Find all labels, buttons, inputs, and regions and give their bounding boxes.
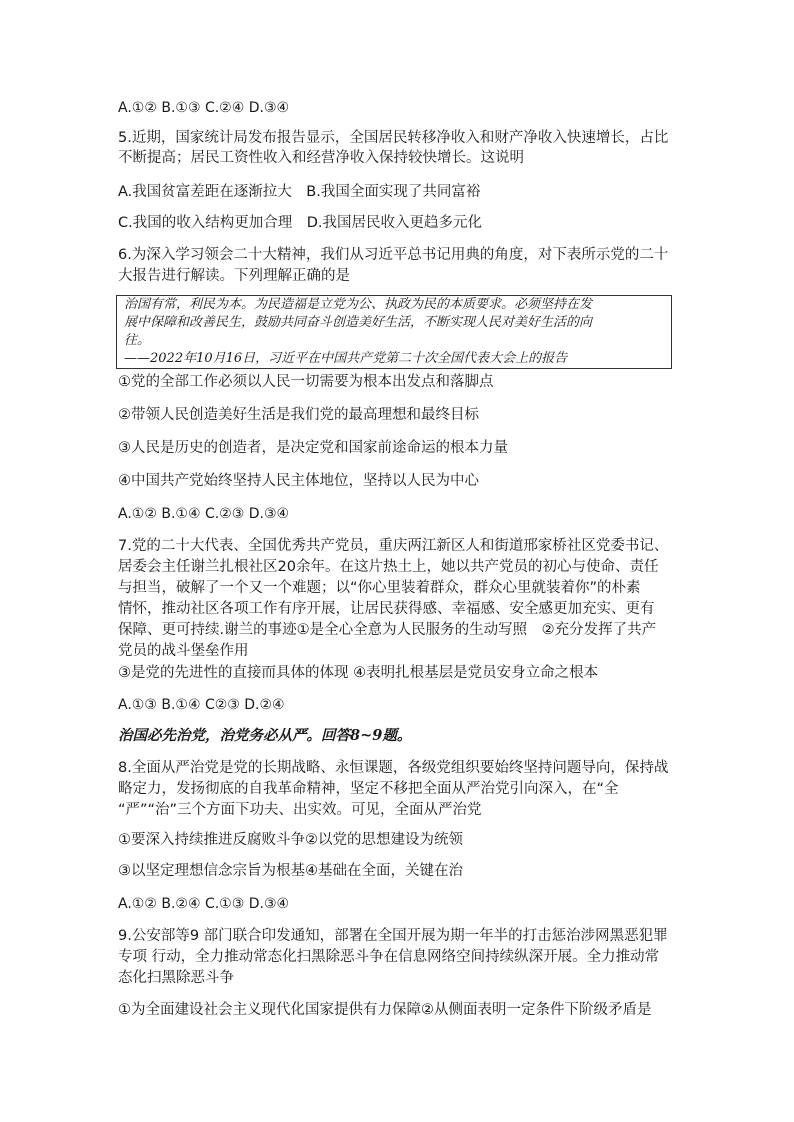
q6-stem-line2: 大报告进行解读。下列理解正确的是 [118, 268, 350, 284]
q6-item-2: ②带领人民创造美好生活是我们党的最高理想和最终目标 [118, 407, 479, 423]
quote-source: ——2022年10月16日，习近平在中国共产党第二十次全国代表大会上的报告 [124, 351, 568, 366]
q9-stem-line2: 专项 行动，全力推动常态化扫黑除恶斗争在信息网络空间持续纵深开展。全力推动常 [118, 949, 660, 965]
q8-stem-line2: 略定力，发扬彻底的自我革命精神，坚定不移把全面从严治党引向深入，在“全 [118, 781, 619, 797]
quote-box [116, 295, 672, 369]
q5-options-ab: A.我国贫富差距在逐渐拉大 B.我国全面实现了共同富裕 [118, 184, 481, 200]
q6-item-3: ③人民是历史的创造者，是决定党和国家前途命运的根本力量 [118, 440, 508, 456]
q7-stem-line2: 居委会主任谢兰扎根社区20余年。在这片热土上，她以共产党员的初心与使命、责任 [118, 559, 659, 575]
section-lead-8-9: 治国必先治党，治党务必从严。回答8~9题。 [118, 727, 412, 744]
quote-line-2: 展中保障和改善民生，鼓励共同奋斗创造美好生活，不断实现人民对美好生活的向 [124, 315, 593, 330]
q7-stem-line3: 与担当，破解了一个又一个难题；以“你心里装着群众，群众心里就装着你”的朴素 [118, 580, 641, 596]
q8-options: A.①② B.②④ C.①③ D.③④ [118, 896, 290, 912]
q9-items-1-2: ①为全面建设社会主义现代化国家提供有力保障②从侧面表明一定条件下阶级矛盾是 [118, 1002, 652, 1018]
q9-stem-line1: 9.公安部等9 部门联合印发通知，部署在全国开展为期一年半的打击惩治涉网黑恶犯罪 [118, 928, 668, 944]
q5-stem-line2: 不断提高；居民工资性收入和经营净收入保持较快增长。这说明 [118, 150, 524, 166]
q6-options: A.①② B.①④ C.②③ D.③④ [118, 506, 290, 522]
q6-item-1: ①党的全部工作必须以人民一切需要为根本出发点和落脚点 [118, 374, 494, 390]
q7-stem-line5: 保障、更可持续.谢兰的事迹①是全心全意为人民服务的生动写照 ②充分发挥了共产 [118, 622, 657, 638]
q5-options-cd: C.我国的收入结构更加合理 D.我国居民收入更趋多元化 [118, 215, 483, 231]
q7-options: A.①③ B.①④ C②③ D.②④ [118, 697, 285, 713]
quote-line-3: 往。 [124, 333, 151, 348]
q4-options: A.①② B.①③ C.②④ D.③④ [118, 100, 290, 116]
q6-stem-line1: 6.为深入学习领会二十大精神，我们从习近平总书记用典的角度，对下表所示党的二十 [118, 247, 669, 263]
q6-item-4: ④中国共产党始终坚持人民主体地位，坚持以人民为中心 [118, 473, 479, 489]
q8-stem-line1: 8.全面从严治党是党的长期战略、永恒课题，各级党组织要始终坚持问题导向，保持战 [118, 760, 669, 776]
q7-stem-line1: 7.党的二十大代表、全国优秀共产党员，重庆两江新区人和街道邢家桥社区党委书记、 [118, 538, 669, 554]
q8-items-1-2: ①要深入持续推进反腐败斗争②以党的思想建设为统领 [118, 832, 463, 848]
q9-stem-line3: 态化扫黑除恶斗争 [118, 970, 234, 986]
q7-items-3-4: ③是党的先进性的直接而具体的体现 ④表明扎根基层是党员安身立命之根本 [118, 665, 599, 681]
q7-stem-line6: 党员的战斗堡垒作用 [118, 643, 249, 659]
quote-line-1: 治国有常，利民为本。为民造福是立党为公、执政为民的本质要求。必须坚持在发 [124, 297, 593, 312]
q8-stem-line3: “严”“治”三个方面下功夫、出实效。可见，全面从严治党 [118, 802, 482, 818]
q5-stem-line1: 5.近期，国家统计局发布报告显示，全国居民转移净收入和财产净收入快速增长，占比 [118, 130, 669, 146]
q8-items-3-4: ③以坚定理想信念宗旨为根基④基础在全面，关键在治 [118, 863, 463, 879]
q7-stem-line4: 情怀，推动社区各项工作有序开展，让居民获得感、幸福感、安全感更加充实、更有 [118, 601, 655, 617]
